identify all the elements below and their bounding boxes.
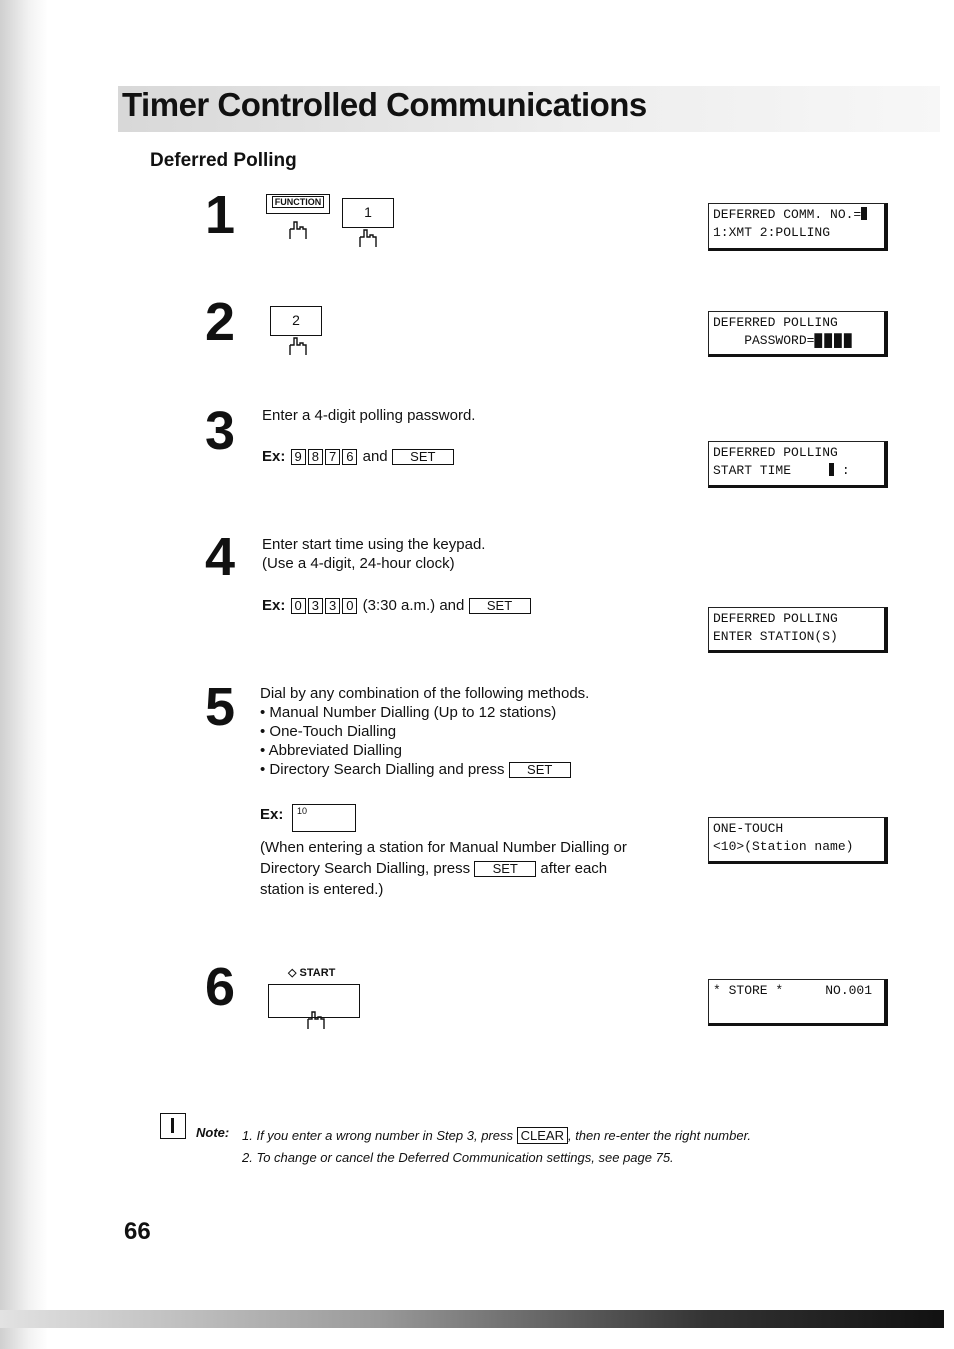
set-key: SET [392, 449, 454, 465]
start-key-label: ◇ START [288, 967, 336, 979]
set-key: SET [474, 861, 536, 877]
lcd-display-3: DEFERRED POLLING START TIME : [708, 441, 888, 488]
finger-press-icon [286, 334, 308, 356]
key-7: 7 [325, 449, 340, 465]
key-0: 0 [291, 598, 306, 614]
step-number-1: 1 [205, 185, 236, 245]
key-9: 9 [291, 449, 306, 465]
step-3-example: Ex: 9 8 7 6 and SET [262, 447, 454, 466]
step-number-2: 2 [205, 292, 236, 352]
step-number-6: 6 [205, 957, 236, 1017]
finger-press-icon [356, 226, 378, 248]
lcd-display-2: DEFERRED POLLING PASSWORD=████ [708, 311, 888, 357]
key-2[interactable]: 2 [270, 306, 322, 336]
function-key[interactable]: FUNCTION [266, 194, 330, 214]
step-number-5: 5 [205, 677, 236, 737]
section-title: Deferred Polling [150, 150, 297, 171]
step-3-text: Enter a 4-digit polling password. [262, 407, 476, 424]
bottom-band [0, 1310, 944, 1328]
key-3: 3 [325, 598, 340, 614]
lcd-display-6: * STORE * NO.001 [708, 979, 888, 1026]
lcd-display-1: DEFERRED COMM. NO.= 1:XMT 2:POLLING [708, 203, 888, 251]
note-icon [160, 1113, 186, 1139]
binding-edge [0, 0, 48, 1349]
lcd-display-5: ONE-TOUCH <10>(Station name) [708, 817, 888, 864]
step-number-3: 3 [205, 401, 236, 461]
key-1[interactable]: 1 [342, 198, 394, 228]
lcd-display-4: DEFERRED POLLING ENTER STATION(S) [708, 607, 888, 653]
step-5-ex-label: Ex: [260, 806, 284, 823]
step-number-4: 4 [205, 527, 236, 587]
key-8: 8 [308, 449, 323, 465]
key-3: 3 [308, 598, 323, 614]
one-touch-key-10: 10 [292, 804, 356, 832]
step-4-example: Ex: 0 3 3 0 (3:30 a.m.) and SET [262, 596, 531, 615]
note-label: Note: [196, 1125, 230, 1140]
set-key: SET [469, 598, 531, 614]
key-0: 0 [342, 598, 357, 614]
step-5-text: Dial by any combination of the following methods. • Manual Number Dialling (Up to 12 stations) • One-Touch Dialling • Abbreviated Dialling • Directory Search Dialling and press SET [260, 685, 590, 778]
note-line-2: 2. To change or cancel the Deferred Communication settings, see page 75. [242, 1150, 674, 1165]
clear-key: CLEAR [517, 1127, 568, 1144]
step-5-note: (When entering a station for Manual Number Dialling or Directory Search Dialling, press SET after each station is entered.) [260, 839, 627, 898]
start-icon: ◇ [288, 967, 297, 979]
set-key: SET [509, 762, 571, 778]
page-number: 66 [124, 1218, 151, 1245]
page-title: Timer Controlled Communications [122, 86, 647, 123]
step-4-text: Enter start time using the keypad. (Use a 4-digit, 24-hour clock) [262, 536, 486, 572]
key-6: 6 [342, 449, 357, 465]
note-line-1: 1. If you enter a wrong number in Step 3, press CLEAR , then re-enter the right number. [242, 1128, 752, 1143]
finger-press-icon [304, 1008, 326, 1030]
finger-press-icon [286, 218, 308, 240]
